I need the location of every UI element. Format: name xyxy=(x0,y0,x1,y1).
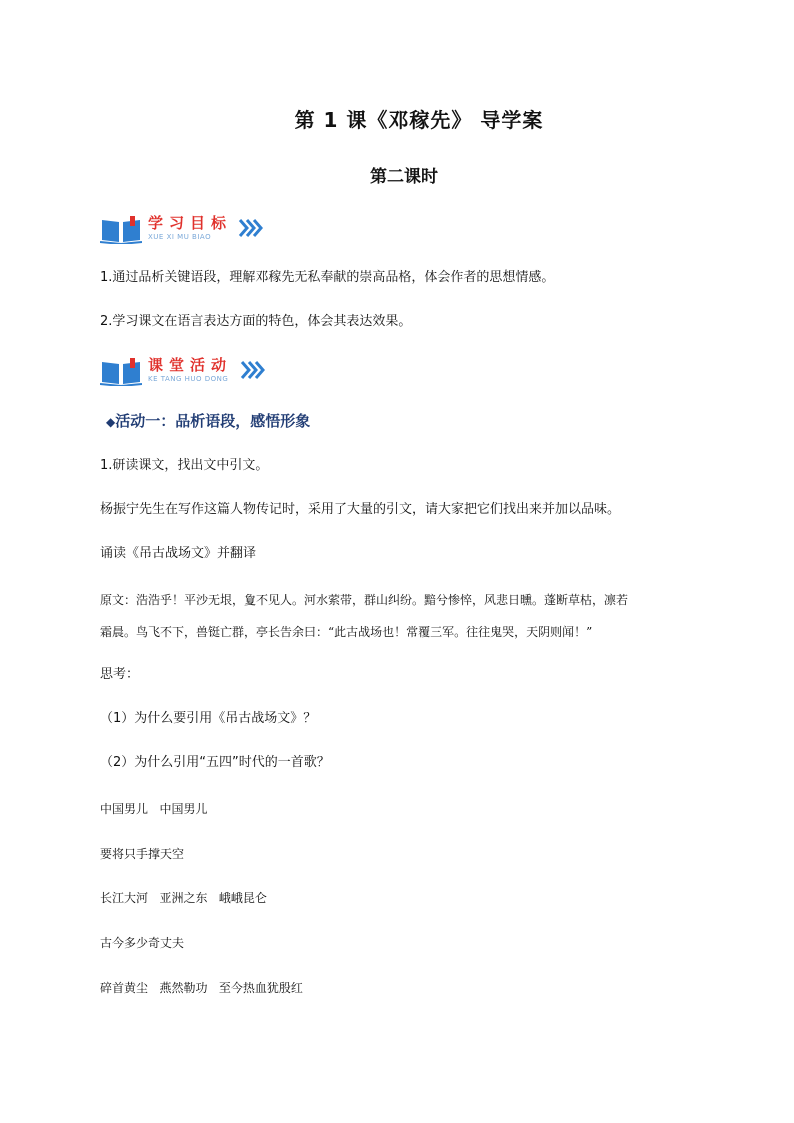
step-1: 1.研读课文，找出文中引文。 xyxy=(100,458,269,473)
activity-title: 活动一：品析语段，感悟形象 xyxy=(115,412,311,430)
section-title: 课堂活动 xyxy=(148,356,233,374)
song-line: 要将只手撑天空 xyxy=(100,847,185,861)
section-title: 学习目标 xyxy=(148,214,233,232)
section-pinyin: KE TANG HUO DONG xyxy=(148,375,229,383)
song-line: 碎首黄尘 燕然勒功 至今热血犹殷红 xyxy=(100,981,303,995)
page-subtitle: 第二课时 xyxy=(370,167,438,187)
section-pinyin: XUE XI MU BIAO xyxy=(148,233,212,241)
book-icon xyxy=(100,358,142,386)
intro-paragraph: 杨振宁先生在写作这篇人物传记时，采用了大量的引文，请大家把它们找出来并加以品味。 xyxy=(100,502,621,517)
section-header-learning-goals xyxy=(100,212,300,248)
page-title: 第 1 课《邓稼先》 导学案 xyxy=(294,108,544,132)
song-line: 中国男儿 中国男儿 xyxy=(100,802,208,816)
diamond-icon: ◆ xyxy=(106,415,116,429)
activity-heading xyxy=(106,410,310,431)
classical-text-line-1: 原文：浩浩乎！平沙无垠，夐不见人。河水萦带，群山纠纷。黯兮惨悴，风悲日曛。蓬断草枯，凛若 xyxy=(100,593,629,607)
section-header-class-activity xyxy=(100,354,300,390)
goal-item-1: 1.通过品析关键语段，理解邓稼先无私奉献的崇高品格，体会作者的思想情感。 xyxy=(100,270,555,285)
classical-text-line-2: 霜晨。鸟飞不下，兽铤亡群，亭长告余曰：“此古战场也！常覆三军。往往鬼哭，天阴则闻！” xyxy=(100,625,593,639)
chevrons-right-icon xyxy=(238,218,264,238)
chevrons-right-icon xyxy=(240,360,266,380)
goal-item-2: 2.学习课文在语言表达方面的特色，体会其表达效果。 xyxy=(100,314,412,329)
think-label: 思考： xyxy=(100,667,140,682)
question-2: （2）为什么引用“五四”时代的一首歌？ xyxy=(100,755,330,770)
song-line: 长江大河 亚洲之东 峨峨昆仑 xyxy=(100,891,267,905)
recite-instruction: 诵读《吊古战场文》并翻译 xyxy=(100,546,257,561)
book-icon xyxy=(100,216,142,244)
song-line: 古今多少奇丈夫 xyxy=(100,936,185,950)
question-1: （1）为什么要引用《吊古战场文》？ xyxy=(100,711,317,726)
